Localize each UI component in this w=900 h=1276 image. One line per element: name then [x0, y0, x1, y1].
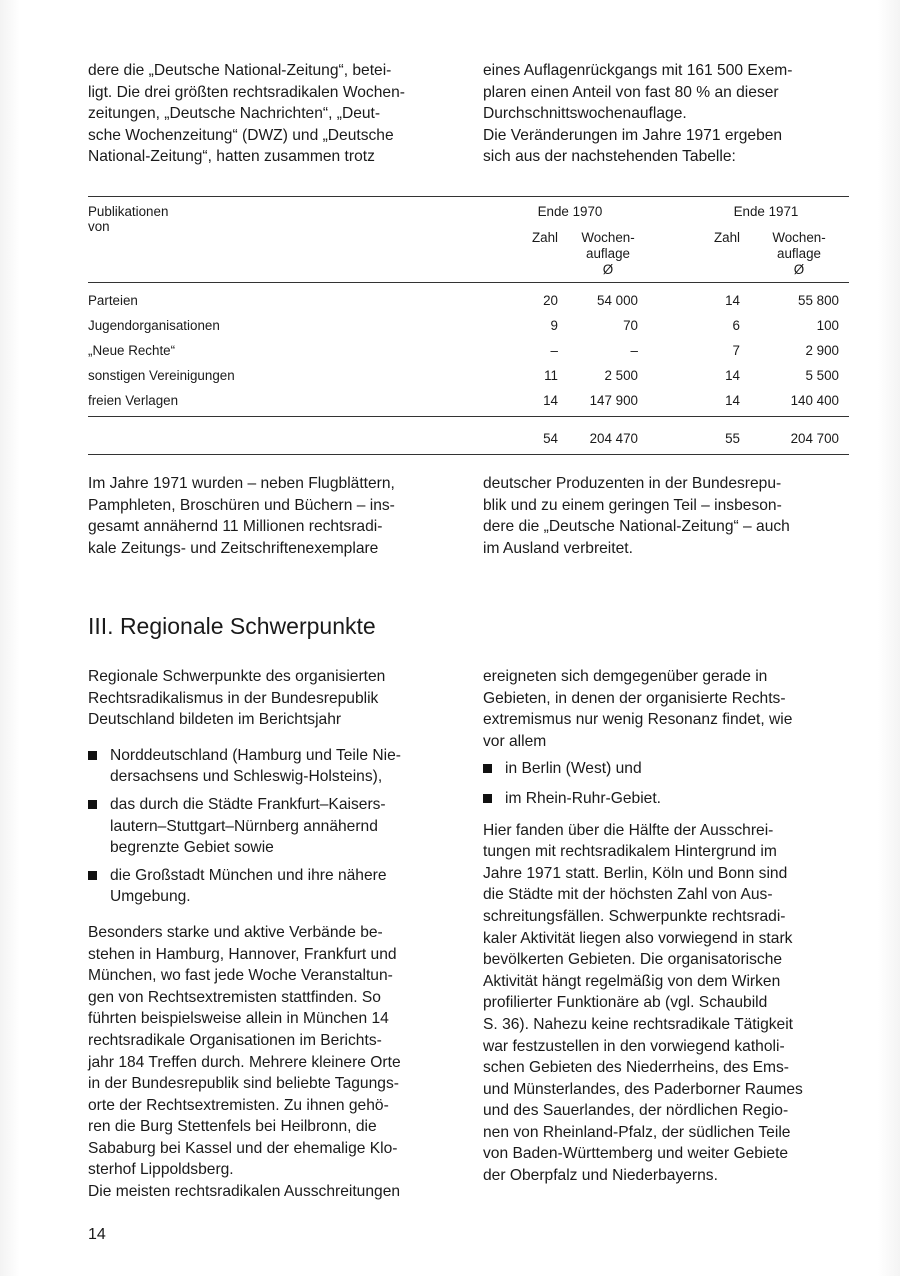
bullet-item: [88, 794, 456, 859]
text-line: die Großstadt München und ihre nähere: [110, 866, 387, 884]
text-line: in Berlin (West) und: [505, 760, 642, 778]
col-header-auflage-1971-b: auflage: [777, 246, 821, 261]
table-cell-zahl-1971: 7: [732, 343, 740, 358]
table-cell-auflage-1970: –: [630, 343, 638, 358]
text-line: in der Bundesrepublik sind beliebte Tagungs-: [88, 1075, 399, 1093]
mid-left-paragraph: [88, 473, 456, 559]
table-cell-auflage-1970: 70: [623, 318, 638, 333]
text-line: Hier fanden über die Hälfte der Ausschrei-: [483, 821, 774, 839]
text-line: und des Sauerlandes, der nördlichen Regio-: [483, 1102, 789, 1120]
table-cell-auflage-1971: 100: [816, 318, 839, 333]
col-header-zahl-1971: Zahl: [713, 230, 740, 245]
bullet-item: [483, 758, 849, 780]
text-line: begrenzte Gebiet sowie: [110, 839, 274, 857]
group-header-1970: Ende 1970: [537, 204, 603, 219]
col-header-von: von: [88, 219, 110, 234]
square-bullet-icon: [483, 764, 492, 773]
mid-right-paragraph: [483, 473, 849, 559]
text-line: Pamphleten, Broschüren und Büchern – ins-: [88, 496, 395, 514]
text-line: Die Veränderungen im Jahre 1971 ergeben: [483, 126, 783, 144]
text-line: Im Jahre 1971 wurden – neben Flugblättern,: [88, 475, 395, 492]
text-line: jahr 184 Treffen durch. Mehrere kleinere Orte: [88, 1053, 401, 1071]
table-cell-zahl-1970: –: [550, 343, 558, 358]
text-line: National-Zeitung“, hatten zusammen trotz: [88, 148, 375, 166]
text-line: plaren einen Anteil von fast 80 % an dieser: [483, 83, 779, 101]
text-line: führten beispielsweise allein in München 14: [88, 1010, 389, 1028]
text-line: Jahre 1971 statt. Berlin, Köln und Bonn sind: [483, 864, 788, 882]
col-header-auflage-1971-a: Wochen-: [772, 230, 826, 245]
top-left-paragraph: [88, 60, 456, 168]
text-line: kale Zeitungs- und Zeitschriftenexemplare: [88, 539, 379, 557]
table-cell-row-label: sonstigen Vereinigungen: [88, 368, 235, 383]
table-cell-zahl-1971: 14: [725, 393, 740, 408]
square-bullet-icon: [483, 794, 492, 803]
total-zahl-1971: 55: [725, 431, 740, 446]
text-line: sterhof Lippoldsberg.: [88, 1161, 234, 1179]
text-line: zeitungen, „Deutsche Nachrichten“, „Deut-: [88, 105, 381, 123]
col-header-auflage-1971-c: Ø: [793, 262, 805, 277]
table-cell-zahl-1970: 14: [543, 393, 558, 408]
text-line: vor allem: [483, 732, 547, 750]
text-line: lautern–Stuttgart–Nürnberg annähernd: [110, 817, 378, 835]
table-cell-auflage-1971: 140 400: [790, 393, 839, 408]
text-line: Gebieten, in denen der organisierte Rechts-: [483, 689, 786, 707]
table-cell-auflage-1970: 54 000: [597, 293, 638, 308]
group-header-1971: Ende 1971: [733, 204, 799, 219]
text-line: Die meisten rechtsradikalen Ausschreitungen: [88, 1183, 401, 1201]
col-header-auflage-1970-b: auflage: [586, 246, 630, 261]
text-line: München, wo fast jede Woche Veranstaltun-: [88, 967, 393, 985]
text-line: eines Auflagenrückgangs mit 161 500 Exem-: [483, 62, 793, 79]
text-line: Norddeutschland (Hamburg und Teile Nie-: [110, 746, 401, 764]
total-auflage-1970: 204 470: [589, 431, 638, 446]
table-cell-auflage-1971: 55 800: [798, 293, 839, 308]
table-sum-rule: [88, 416, 849, 417]
total-zahl-1970: 54: [543, 431, 558, 446]
text-line: im Ausland verbreitet.: [483, 539, 633, 557]
text-line: Umgebung.: [110, 888, 191, 906]
bullet-item: [483, 788, 849, 810]
table-cell-row-label: Parteien: [88, 293, 138, 308]
text-line: dere die „Deutsche National-Zeitung“ – auch: [483, 518, 790, 536]
bullet-item: [88, 745, 456, 788]
col-header-auflage-1970-a: Wochen-: [581, 230, 635, 245]
text-line: ligt. Die drei größten rechtsradikalen Wochen-: [88, 83, 405, 101]
text-line: Durchschnittswochenauflage.: [483, 105, 687, 123]
text-line: nen von Rheinland-Pfalz, der südlichen Teile: [483, 1123, 791, 1141]
text-line: dere die „Deutsche National-Zeitung“, betei-: [88, 62, 392, 79]
table-cell-row-label: Jugendorganisationen: [88, 318, 220, 333]
section-heading: III. Regionale Schwerpunkte: [88, 613, 376, 639]
left-bullet-list: [88, 745, 456, 908]
text-line: profilierter Funktionäre ab (vgl. Schaubild: [483, 994, 768, 1012]
table-bottom-rule: [88, 454, 849, 455]
square-bullet-icon: [88, 800, 97, 809]
col-header-publikationen: Publikationen: [88, 204, 169, 219]
text-line: S. 36). Nahezu keine rechtsradikale Tätigkeit: [483, 1015, 794, 1033]
text-line: im Rhein-Ruhr-Gebiet.: [505, 789, 661, 807]
text-line: Deutschland bildeten im Berichtsjahr: [88, 711, 342, 729]
text-line: sche Wochenzeitung“ (DWZ) und „Deutsche: [88, 126, 394, 144]
text-line: die Städte mit der höchsten Zahl von Aus-: [483, 886, 773, 904]
table-cell-auflage-1971: 2 900: [805, 343, 839, 358]
text-line: gesamt annähernd 11 Millionen rechtsradi-: [88, 518, 383, 536]
table-cell-zahl-1971: 14: [725, 368, 740, 383]
text-line: ren die Burg Stettenfels bei Heilbronn, die: [88, 1118, 377, 1136]
table-cell-row-label: „Neue Rechte“: [88, 343, 176, 358]
text-line: blik und zu einem geringen Teil – insbeson-: [483, 496, 782, 514]
table-cell-auflage-1970: 147 900: [589, 393, 638, 408]
table-cell-zahl-1970: 20: [543, 293, 558, 308]
left-body-paragraph: [88, 922, 456, 1203]
top-right-paragraph: [483, 60, 849, 168]
table-cell-auflage-1971: 5 500: [805, 368, 839, 383]
total-auflage-1971: 204 700: [790, 431, 839, 446]
text-line: gen von Rechtsextremisten stattfinden. So: [88, 988, 381, 1006]
text-line: deutscher Produzenten in der Bundesrepu-: [483, 475, 782, 492]
page-edge: [878, 0, 900, 1276]
col-header-auflage-1970-c: Ø: [602, 262, 614, 277]
text-line: sich aus der nachstehenden Tabelle:: [483, 148, 736, 166]
text-line: extremismus nur wenig Resonanz findet, wie: [483, 711, 793, 729]
left-intro-paragraph: [88, 666, 456, 731]
text-line: tungen mit rechtsradikalem Hintergrund im: [483, 843, 777, 861]
text-line: Rechtsradikalismus in der Bundesrepublik: [88, 689, 379, 707]
table-cell-zahl-1971: 6: [732, 318, 740, 333]
text-line: Aktivität hängt regelmäßig von dem Wirken: [483, 972, 781, 990]
right-body-paragraph: [483, 820, 849, 1187]
text-line: Sababurg bei Kassel und der ehemalige Klo-: [88, 1139, 398, 1157]
table-cell-zahl-1970: 11: [544, 368, 558, 383]
right-lower-column: [483, 666, 849, 1187]
text-line: schen Gebieten des Niederrheins, des Ems-: [483, 1059, 789, 1077]
text-line: rechtsradikale Organisationen im Berichts-: [88, 1031, 382, 1049]
table-header-rule: [88, 282, 849, 283]
text-line: schreitungsfällen. Schwerpunkte rechtsradi-: [483, 907, 786, 925]
text-line: und Münsterlandes, des Paderborner Raumes: [483, 1080, 803, 1098]
page-gutter: [0, 0, 20, 1276]
col-header-zahl-1970: Zahl: [531, 230, 558, 245]
text-line: der Oberpfalz und Niederbayerns.: [483, 1167, 718, 1185]
right-intro-paragraph: [483, 666, 849, 752]
bullet-item: [88, 865, 456, 908]
text-line: orte der Rechtsextremisten. Zu ihnen gehö-: [88, 1096, 389, 1114]
table-cell-zahl-1971: 14: [725, 293, 740, 308]
text-line: Besonders starke und aktive Verbände be-: [88, 923, 383, 941]
left-lower-column: [88, 666, 456, 1203]
square-bullet-icon: [88, 751, 97, 760]
text-line: stehen in Hamburg, Hannover, Frankfurt und: [88, 945, 397, 963]
text-line: dersachsens und Schleswig-Holsteins),: [110, 768, 383, 786]
square-bullet-icon: [88, 871, 97, 880]
text-line: Regionale Schwerpunkte des organisierten: [88, 668, 386, 685]
text-line: kaler Aktivität liegen also vorwiegend in stark: [483, 929, 793, 947]
text-line: war festzustellen in den vorwiegend katholi-: [483, 1037, 785, 1055]
table-cell-zahl-1970: 9: [550, 318, 558, 333]
table-top-rule: [88, 196, 849, 197]
text-line: bevölkerten Gebieten. Die organisatorische: [483, 951, 783, 969]
page-number: 14: [88, 1226, 106, 1243]
right-bullet-list: [483, 758, 849, 809]
text-line: das durch die Städte Frankfurt–Kaisers-: [110, 795, 386, 813]
table-cell-auflage-1970: 2 500: [604, 368, 638, 383]
table-cell-row-label: freien Verlagen: [88, 393, 179, 408]
text-line: von Baden-Württemberg und weiter Gebiete: [483, 1145, 789, 1163]
text-line: ereigneten sich demgegenüber gerade in: [483, 668, 768, 685]
